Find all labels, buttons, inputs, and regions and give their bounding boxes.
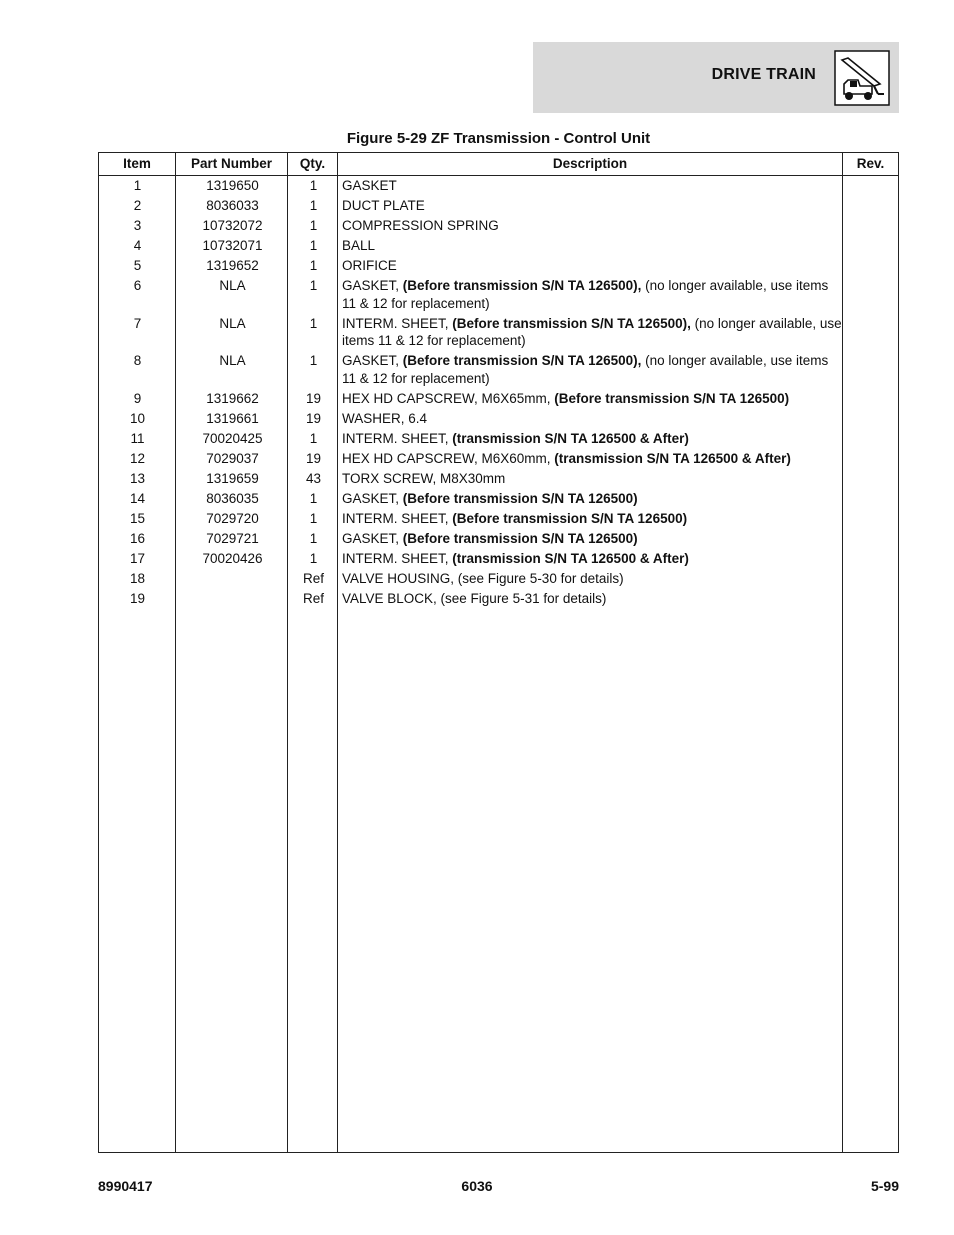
description-text: DUCT PLATE [342, 198, 425, 213]
table-row [99, 430, 898, 450]
item-number: 4 [133, 238, 142, 253]
description-emphasis: (Before transmission S/N TA 126500) [554, 390, 790, 406]
item-number: 12 [129, 450, 146, 466]
description-emphasis: (Before transmission S/N TA 126500), [402, 278, 642, 293]
description-text: TORX SCREW, M8X30mm [342, 470, 506, 486]
description-text: INTERM. SHEET, [342, 510, 453, 526]
description-text: HEX HD CAPSCREW, M6X60mm, [342, 450, 555, 466]
quantity: Ref [302, 570, 324, 586]
quantity: 1 [309, 550, 318, 566]
item-number: 7 [133, 315, 142, 331]
item-number: 13 [129, 470, 146, 486]
part-number: 8036033 [206, 198, 259, 213]
table-row [99, 237, 898, 257]
item-number: 16 [129, 530, 146, 546]
footer-serial: 6036 [461, 1178, 493, 1194]
description [342, 570, 842, 588]
quantity: Ref [302, 590, 324, 606]
description [342, 257, 842, 275]
item-number: 14 [129, 490, 146, 506]
description [342, 450, 842, 468]
description-text: INTERM. SHEET, [342, 430, 453, 446]
table-row [99, 352, 898, 390]
table-row [99, 177, 898, 197]
description [342, 470, 842, 488]
description-text: INTERM. SHEET, [342, 315, 453, 331]
part-number: NLA [219, 315, 246, 331]
quantity: 43 [305, 470, 322, 486]
table-row [99, 197, 898, 217]
description-text: VALVE HOUSING, (see Figure 5-30 for details) [342, 570, 624, 586]
quantity: 1 [309, 218, 318, 233]
item-number: 15 [129, 510, 146, 526]
table-row [99, 450, 898, 470]
quantity: 1 [309, 510, 318, 526]
table-row [99, 277, 898, 315]
description [342, 177, 842, 195]
description-emphasis: (Before transmission S/N TA 126500), [452, 315, 691, 331]
item-number: 19 [129, 590, 146, 606]
header-divider [99, 175, 898, 176]
column-header-rev: Rev. [856, 156, 885, 171]
item-number: 8 [133, 353, 142, 368]
table-row [99, 410, 898, 430]
description-text: (no longer available, use items 11 & 12 for replacement) [342, 278, 829, 311]
table-body [99, 177, 898, 610]
part-number: 1319650 [206, 178, 259, 193]
description-text: GASKET, [342, 278, 403, 293]
table-row [99, 570, 898, 590]
description-text: ORIFICE [342, 258, 397, 273]
table-row [99, 490, 898, 510]
description-text: GASKET, [342, 530, 403, 546]
section-header [533, 42, 899, 113]
part-number: 7029720 [206, 510, 259, 526]
quantity: 1 [309, 430, 318, 446]
quantity: 1 [309, 178, 318, 193]
description-text: BALL [342, 238, 376, 253]
item-number: 18 [129, 570, 146, 586]
item-number: 11 [130, 430, 145, 446]
description [342, 410, 842, 428]
description [342, 510, 842, 528]
quantity: 1 [309, 353, 318, 368]
part-number: 1319659 [206, 470, 259, 486]
quantity: 1 [309, 258, 318, 273]
description-text: VALVE BLOCK, (see Figure 5-31 for details) [342, 590, 607, 606]
table-row [99, 390, 898, 410]
description [342, 197, 842, 215]
column-header-description: Description [552, 156, 628, 171]
description [342, 277, 842, 312]
column-header-part-number: Part Number [190, 156, 273, 171]
description-text: WASHER, 6.4 [342, 410, 428, 426]
description-text: COMPRESSION SPRING [342, 218, 499, 233]
description-emphasis: (transmission S/N TA 126500 & After) [452, 430, 689, 446]
description [342, 352, 842, 387]
column-header-qty: Qty. [299, 156, 326, 171]
description [342, 490, 842, 508]
description [342, 590, 842, 608]
description-text: GASKET [342, 178, 397, 193]
description [342, 550, 842, 568]
description [342, 390, 842, 408]
footer-page-number: 5-99 [870, 1178, 899, 1194]
quantity: 1 [309, 198, 318, 213]
description [342, 237, 842, 255]
section-title: DRIVE TRAIN [711, 66, 816, 83]
item-number: 1 [133, 178, 142, 193]
description-text: (no longer available, use items 11 & 12 for replacement) [342, 315, 842, 348]
quantity: 1 [309, 238, 318, 253]
table-row [99, 530, 898, 550]
footer-document-number: 8990417 [98, 1178, 153, 1194]
part-number: 1319662 [206, 390, 259, 406]
item-number: 10 [129, 410, 146, 426]
description-emphasis: (transmission S/N TA 126500 & After) [554, 450, 791, 466]
quantity: 19 [305, 390, 322, 406]
item-number: 5 [133, 258, 142, 273]
figure-title: Figure 5-29 ZF Transmission - Control Unit [346, 130, 651, 147]
part-number: 7029037 [206, 450, 259, 466]
quantity: 1 [309, 278, 318, 293]
part-number: 8036035 [206, 490, 259, 506]
table-row [99, 257, 898, 277]
item-number: 2 [133, 198, 142, 213]
description-text: GASKET, [342, 490, 403, 506]
description-text: HEX HD CAPSCREW, M6X65mm, [342, 390, 555, 406]
quantity: 19 [305, 410, 322, 426]
part-number: 7029721 [206, 530, 259, 546]
column-header-item: Item [123, 156, 151, 171]
description [342, 430, 842, 448]
quantity: 19 [305, 450, 322, 466]
quantity: 1 [309, 490, 318, 506]
table-row [99, 315, 898, 353]
description-text: GASKET, [342, 353, 403, 368]
description-text: (no longer available, use items 11 & 12 for replacement) [342, 353, 829, 386]
table-row [99, 590, 898, 610]
item-number: 6 [133, 278, 142, 293]
parts-table [98, 152, 899, 1153]
item-number: 3 [133, 218, 142, 233]
description [342, 530, 842, 548]
item-number: 9 [133, 390, 142, 406]
table-row [99, 217, 898, 237]
description-emphasis: (Before transmission S/N TA 126500), [402, 353, 642, 368]
telehandler-vehicle-icon [834, 50, 890, 106]
description-emphasis: (Before transmission S/N TA 126500) [402, 530, 638, 546]
description-emphasis: (Before transmission S/N TA 126500) [402, 490, 638, 506]
part-number: 10732072 [202, 218, 263, 233]
part-number: NLA [219, 353, 246, 368]
part-number: 10732071 [202, 238, 263, 253]
table-row [99, 470, 898, 490]
description-emphasis: (transmission S/N TA 126500 & After) [452, 550, 689, 566]
table-row [99, 510, 898, 530]
description [342, 217, 842, 235]
part-number: NLA [219, 278, 246, 293]
table-row [99, 550, 898, 570]
item-number: 17 [129, 550, 146, 566]
part-number: 1319652 [206, 258, 259, 273]
description-emphasis: (Before transmission S/N TA 126500) [452, 510, 688, 526]
quantity: 1 [309, 315, 318, 331]
part-number: 70020425 [202, 430, 263, 446]
description [342, 315, 842, 350]
description-text: INTERM. SHEET, [342, 550, 453, 566]
part-number: 70020426 [202, 550, 263, 566]
part-number: 1319661 [206, 410, 259, 426]
quantity: 1 [309, 530, 318, 546]
